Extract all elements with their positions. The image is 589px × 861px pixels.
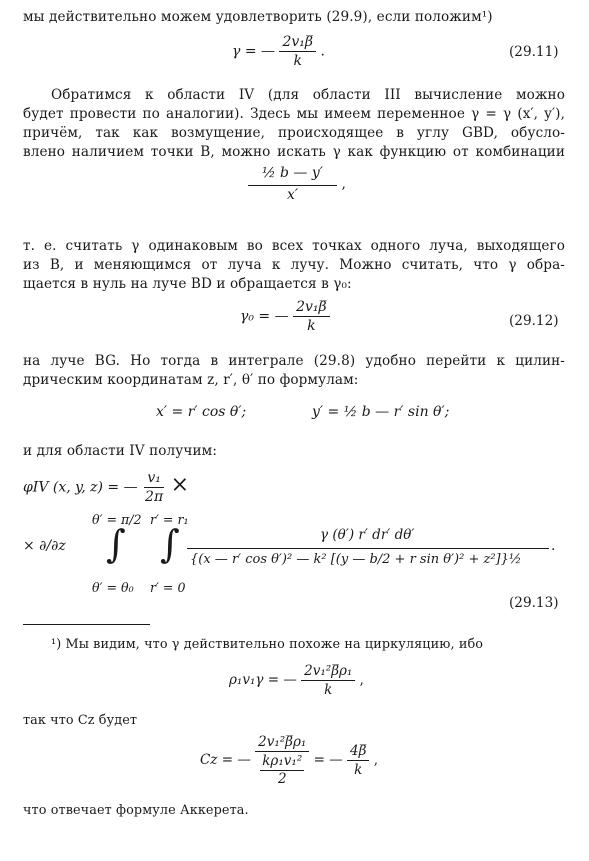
- integrand-denominator: {(x — r′ cos θ′)² — k² [(y — b/2 + r sin θ′)² + z²]}½: [190, 552, 522, 567]
- period: .: [551, 538, 556, 554]
- times-sign: ×: [170, 472, 190, 498]
- coordinate-formula-y: y′ = ½ b — r′ sin θ′;: [312, 404, 450, 420]
- text-line: влено наличием точки B, можно искать γ как функцию от комбинации: [23, 144, 565, 160]
- eq-denominator-bottom: 2: [277, 771, 287, 787]
- footnote-separator: [23, 624, 150, 625]
- integral-sign: ∫: [106, 522, 126, 566]
- footnote-line: что отвечает формуле Аккерета.: [23, 803, 249, 818]
- equation-number: (29.11): [509, 44, 559, 60]
- text-line: причём, так как возмущение, происходящее в углу GBD, обусло-: [23, 125, 565, 141]
- eq-numerator: 2v₁²β̅ρ₁: [255, 734, 309, 752]
- eq-denominator: k: [293, 53, 302, 69]
- eq-lhs: γ = —: [232, 43, 275, 60]
- footnote-equation-1: [229, 663, 364, 698]
- footnote-line: так что Cz будет: [23, 713, 138, 728]
- integrand-numerator: γ (θ′) r′ dr′ dθ′: [320, 527, 415, 543]
- text-line: мы действительно можем удовлетворить (29.9), если положим¹): [23, 9, 493, 25]
- integral-lower-limit: θ′ = θ₀: [92, 580, 134, 595]
- eq-denominator: k: [354, 762, 363, 778]
- eq-lhs: Cz = —: [200, 752, 251, 768]
- eq-denominator: 2π: [145, 489, 164, 505]
- eq-numerator: 2v₁β̅: [293, 299, 330, 317]
- text-line: т. е. считать γ одинаковым во всех точках одного луча, выходящего: [23, 238, 565, 254]
- equation-29-11: [232, 34, 325, 69]
- fraction-bar: [187, 548, 549, 549]
- eq-equals: = —: [313, 752, 343, 768]
- text-line: на луче BG. Но тогда в интеграле (29.8) удобно перейти к цилин-: [23, 353, 565, 369]
- combination-fraction: [248, 165, 346, 203]
- combination-tail: ,: [341, 176, 346, 192]
- integral-lower-limit: r′ = 0: [150, 580, 186, 595]
- coordinate-formula-x: x′ = r′ cos θ′;: [156, 404, 247, 420]
- eq-tail: .: [320, 43, 325, 60]
- integral-upper-limit: r′ = r₁: [150, 512, 189, 527]
- equation-29-12: [240, 299, 330, 334]
- footnote-equation-2: [200, 734, 378, 787]
- eq-numerator: v₁: [144, 470, 164, 488]
- text-line: будет провести по аналогии). Здесь мы имеем переменное γ = γ (x′, y′),: [23, 106, 565, 122]
- equation-number: (29.13): [509, 595, 559, 611]
- text-line: и для области IV получим:: [23, 443, 217, 459]
- integral-sign: ∫: [160, 522, 180, 566]
- text-line: дрическим координатам z, r′, θ′ по формулам:: [23, 372, 359, 388]
- eq-denominator: k: [324, 682, 333, 698]
- eq-denominator: k: [307, 318, 316, 334]
- eq-denominator-top: kρ₁v₁²: [262, 753, 303, 769]
- text-line: из B, и меняющимся от луча к лучу. Можно считать, что γ обра-: [23, 257, 565, 273]
- text-line: щается в нуль на луче BD и обращается в γ₀:: [23, 276, 352, 292]
- text-line: Обратимся к области IV (для области III вычисление можно: [51, 87, 565, 103]
- combination-denominator: x′: [286, 187, 299, 203]
- equation-29-13-row1: [23, 470, 189, 505]
- eq-numerator: 2v₁²β̅ρ₁: [301, 663, 355, 681]
- eq-lhs: γ₀ = —: [240, 308, 289, 325]
- eq-numerator: 4β̅: [347, 743, 369, 761]
- eq-fraction: [279, 34, 316, 69]
- footnote-text: Мы видим, что γ действительно похоже на циркуляцию, ибо: [65, 637, 484, 652]
- footnote-marker: ¹): [51, 637, 62, 652]
- eq-numerator: 2v₁β̅: [279, 34, 316, 52]
- footnote-line: [51, 637, 483, 652]
- integral-upper-limit: θ′ = π/2: [92, 512, 142, 527]
- eq-lhs: φIV (x, y, z) = —: [23, 479, 138, 496]
- equation-number: (29.12): [509, 313, 559, 329]
- partial-derivative: × ∂/∂z: [23, 538, 66, 554]
- combination-numerator: ½ b — y′: [248, 165, 337, 186]
- eq-tail: ,: [373, 752, 379, 768]
- eq-tail: ,: [359, 672, 364, 688]
- eq-lhs: ρ₁v₁γ = —: [229, 672, 297, 688]
